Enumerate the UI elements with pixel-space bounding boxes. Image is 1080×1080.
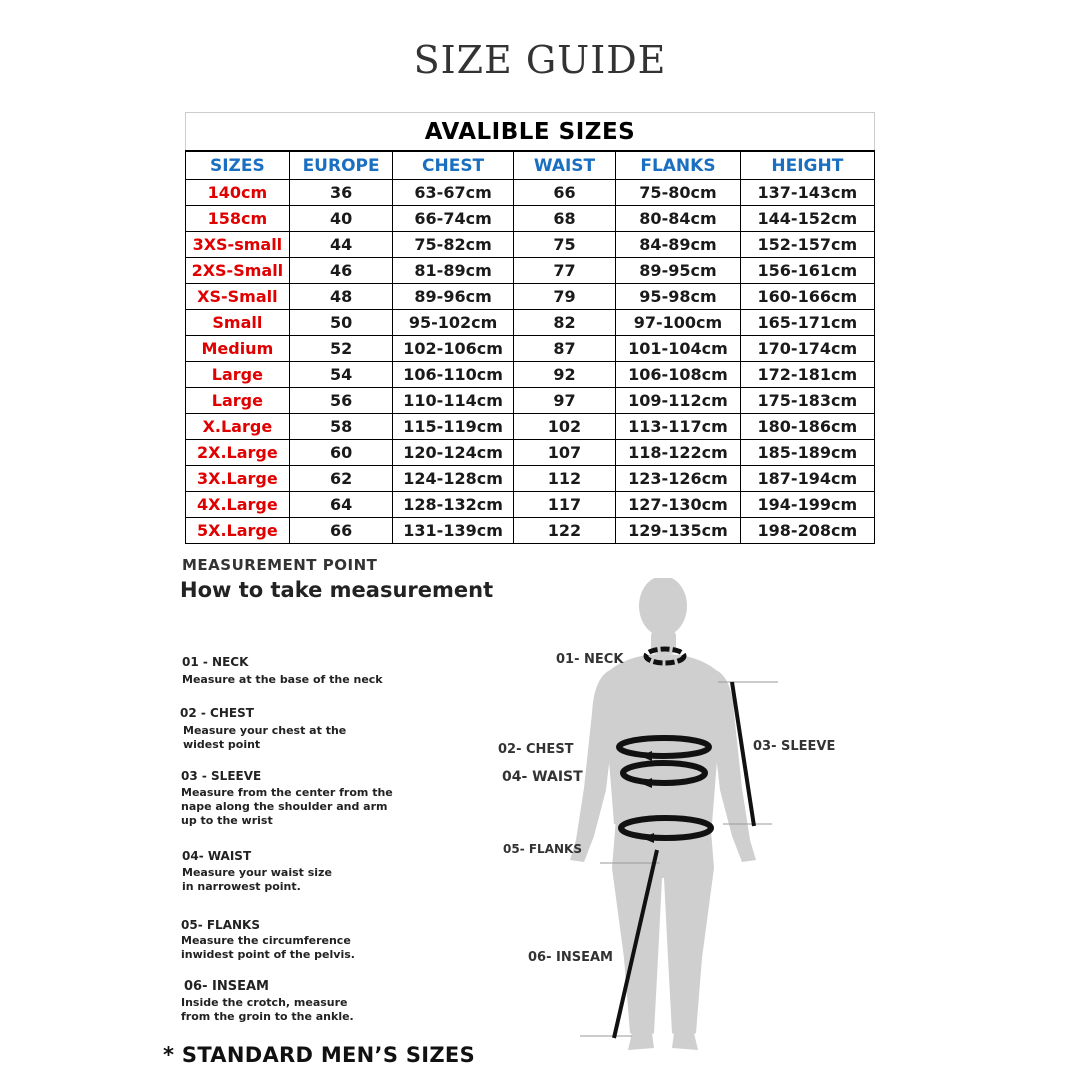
flanks-cell: 97-100cm bbox=[616, 310, 740, 336]
europe-cell: 66 bbox=[289, 518, 393, 544]
table-row bbox=[186, 232, 875, 258]
step-chest-desc: Measure your chest at the widest point bbox=[183, 724, 347, 751]
waist-cell: 107 bbox=[513, 440, 616, 466]
height-cell: 175-183cm bbox=[740, 388, 874, 414]
height-cell: 194-199cm bbox=[740, 492, 874, 518]
size-name-cell: XS-Small bbox=[186, 284, 290, 310]
waist-cell: 87 bbox=[513, 336, 616, 362]
header-europe: EUROPE bbox=[289, 151, 393, 180]
step-inseam-title: 06- INSEAM bbox=[184, 979, 269, 994]
chest-cell: 89-96cm bbox=[393, 284, 513, 310]
chest-cell: 102-106cm bbox=[393, 336, 513, 362]
step-neck-desc: Measure at the base of the neck bbox=[182, 673, 383, 686]
chest-cell: 66-74cm bbox=[393, 206, 513, 232]
flanks-cell: 84-89cm bbox=[616, 232, 740, 258]
table-row bbox=[186, 518, 875, 544]
figure-label-sleeve: 03- SLEEVE bbox=[753, 739, 836, 754]
table-row bbox=[186, 440, 875, 466]
chest-cell: 81-89cm bbox=[393, 258, 513, 284]
europe-cell: 36 bbox=[289, 180, 393, 206]
step-chest-title: 02 - CHEST bbox=[180, 706, 254, 720]
flanks-cell: 101-104cm bbox=[616, 336, 740, 362]
step-chest bbox=[180, 706, 346, 752]
flanks-cell: 89-95cm bbox=[616, 258, 740, 284]
chest-cell: 128-132cm bbox=[393, 492, 513, 518]
height-cell: 170-174cm bbox=[740, 336, 874, 362]
chest-cell: 95-102cm bbox=[393, 310, 513, 336]
height-cell: 156-161cm bbox=[740, 258, 874, 284]
table-row bbox=[186, 180, 875, 206]
chest-cell: 106-110cm bbox=[393, 362, 513, 388]
flanks-cell: 109-112cm bbox=[616, 388, 740, 414]
size-name-cell: Medium bbox=[186, 336, 290, 362]
europe-cell: 58 bbox=[289, 414, 393, 440]
waist-cell: 112 bbox=[513, 466, 616, 492]
footer-note: * STANDARD MEN’S SIZES bbox=[163, 1043, 476, 1067]
size-name-cell: 140cm bbox=[186, 180, 290, 206]
flanks-cell: 80-84cm bbox=[616, 206, 740, 232]
height-cell: 144-152cm bbox=[740, 206, 874, 232]
table-row bbox=[186, 258, 875, 284]
chest-cell: 115-119cm bbox=[393, 414, 513, 440]
header-height: HEIGHT bbox=[740, 151, 874, 180]
figure-label-neck: 01- NECK bbox=[556, 652, 624, 667]
size-name-cell: 2X.Large bbox=[186, 440, 290, 466]
header-flanks: FLANKS bbox=[616, 151, 740, 180]
table-row bbox=[186, 492, 875, 518]
step-flanks-title: 05- FLANKS bbox=[181, 918, 260, 932]
size-name-cell: 3XS-small bbox=[186, 232, 290, 258]
europe-cell: 50 bbox=[289, 310, 393, 336]
table-row bbox=[186, 388, 875, 414]
waist-cell: 77 bbox=[513, 258, 616, 284]
flanks-cell: 106-108cm bbox=[616, 362, 740, 388]
table-row bbox=[186, 362, 875, 388]
table-row bbox=[186, 284, 875, 310]
figure-label-flanks: 05- FLANKS bbox=[503, 842, 582, 856]
europe-cell: 60 bbox=[289, 440, 393, 466]
table-body bbox=[186, 180, 875, 544]
waist-cell: 66 bbox=[513, 180, 616, 206]
figure-label-inseam: 06- INSEAM bbox=[528, 950, 613, 965]
europe-cell: 48 bbox=[289, 284, 393, 310]
table-title: AVALIBLE SIZES bbox=[186, 113, 875, 152]
step-flanks bbox=[181, 918, 355, 962]
step-sleeve-title: 03 - SLEEVE bbox=[181, 769, 262, 783]
waist-cell: 122 bbox=[513, 518, 616, 544]
step-flanks-desc: Measure the circumference inwidest point of the pelvis. bbox=[181, 934, 355, 961]
table-row bbox=[186, 310, 875, 336]
step-inseam bbox=[181, 979, 354, 1024]
waist-cell: 97 bbox=[513, 388, 616, 414]
chest-cell: 124-128cm bbox=[393, 466, 513, 492]
step-sleeve-desc: Measure from the center from the nape along the shoulder and arm up to the wrist bbox=[181, 786, 393, 827]
waist-cell: 117 bbox=[513, 492, 616, 518]
measurement-heading: How to take measurement bbox=[180, 578, 494, 602]
table-row bbox=[186, 466, 875, 492]
size-name-cell: X.Large bbox=[186, 414, 290, 440]
europe-cell: 44 bbox=[289, 232, 393, 258]
height-cell: 180-186cm bbox=[740, 414, 874, 440]
header-chest: CHEST bbox=[393, 151, 513, 180]
step-waist-desc: Measure your waist size in narrowest point. bbox=[182, 866, 332, 893]
step-neck-title: 01 - NECK bbox=[182, 655, 249, 669]
chest-cell: 120-124cm bbox=[393, 440, 513, 466]
size-name-cell: 2XS-Small bbox=[186, 258, 290, 284]
step-waist bbox=[182, 849, 332, 894]
europe-cell: 54 bbox=[289, 362, 393, 388]
waist-cell: 102 bbox=[513, 414, 616, 440]
table-row bbox=[186, 206, 875, 232]
chest-cell: 131-139cm bbox=[393, 518, 513, 544]
europe-cell: 56 bbox=[289, 388, 393, 414]
flanks-cell: 95-98cm bbox=[616, 284, 740, 310]
europe-cell: 62 bbox=[289, 466, 393, 492]
europe-cell: 52 bbox=[289, 336, 393, 362]
height-cell: 152-157cm bbox=[740, 232, 874, 258]
europe-cell: 46 bbox=[289, 258, 393, 284]
europe-cell: 40 bbox=[289, 206, 393, 232]
figure-label-waist: 04- WAIST bbox=[502, 769, 583, 785]
size-name-cell: 5X.Large bbox=[186, 518, 290, 544]
step-waist-title: 04- WAIST bbox=[182, 849, 252, 863]
size-name-cell: 3X.Large bbox=[186, 466, 290, 492]
flanks-cell: 118-122cm bbox=[616, 440, 740, 466]
size-name-cell: Small bbox=[186, 310, 290, 336]
height-cell: 185-189cm bbox=[740, 440, 874, 466]
size-name-cell: 4X.Large bbox=[186, 492, 290, 518]
table-row bbox=[186, 414, 875, 440]
flanks-cell: 75-80cm bbox=[616, 180, 740, 206]
header-sizes: SIZES bbox=[186, 151, 290, 180]
header-waist: WAIST bbox=[513, 151, 616, 180]
height-cell: 172-181cm bbox=[740, 362, 874, 388]
size-table bbox=[185, 112, 875, 544]
flanks-cell: 129-135cm bbox=[616, 518, 740, 544]
height-cell: 160-166cm bbox=[740, 284, 874, 310]
step-inseam-desc: Inside the crotch, measure from the groin to the ankle. bbox=[181, 996, 354, 1023]
size-name-cell: Large bbox=[186, 388, 290, 414]
table-header-row bbox=[186, 151, 875, 180]
chest-cell: 63-67cm bbox=[393, 180, 513, 206]
table-row bbox=[186, 336, 875, 362]
height-cell: 198-208cm bbox=[740, 518, 874, 544]
flanks-cell: 113-117cm bbox=[616, 414, 740, 440]
waist-cell: 79 bbox=[513, 284, 616, 310]
page-title: SIZE GUIDE bbox=[413, 38, 667, 82]
waist-cell: 92 bbox=[513, 362, 616, 388]
height-cell: 165-171cm bbox=[740, 310, 874, 336]
height-cell: 187-194cm bbox=[740, 466, 874, 492]
waist-cell: 75 bbox=[513, 232, 616, 258]
figure-label-chest: 02- CHEST bbox=[498, 742, 574, 757]
chest-cell: 75-82cm bbox=[393, 232, 513, 258]
flanks-cell: 123-126cm bbox=[616, 466, 740, 492]
size-name-cell: 158cm bbox=[186, 206, 290, 232]
step-sleeve bbox=[181, 769, 393, 828]
step-neck bbox=[182, 655, 383, 687]
waist-cell: 68 bbox=[513, 206, 616, 232]
europe-cell: 64 bbox=[289, 492, 393, 518]
flanks-cell: 127-130cm bbox=[616, 492, 740, 518]
waist-cell: 82 bbox=[513, 310, 616, 336]
size-name-cell: Large bbox=[186, 362, 290, 388]
measurement-section-label: MEASUREMENT POINT bbox=[182, 556, 378, 574]
chest-cell: 110-114cm bbox=[393, 388, 513, 414]
height-cell: 137-143cm bbox=[740, 180, 874, 206]
